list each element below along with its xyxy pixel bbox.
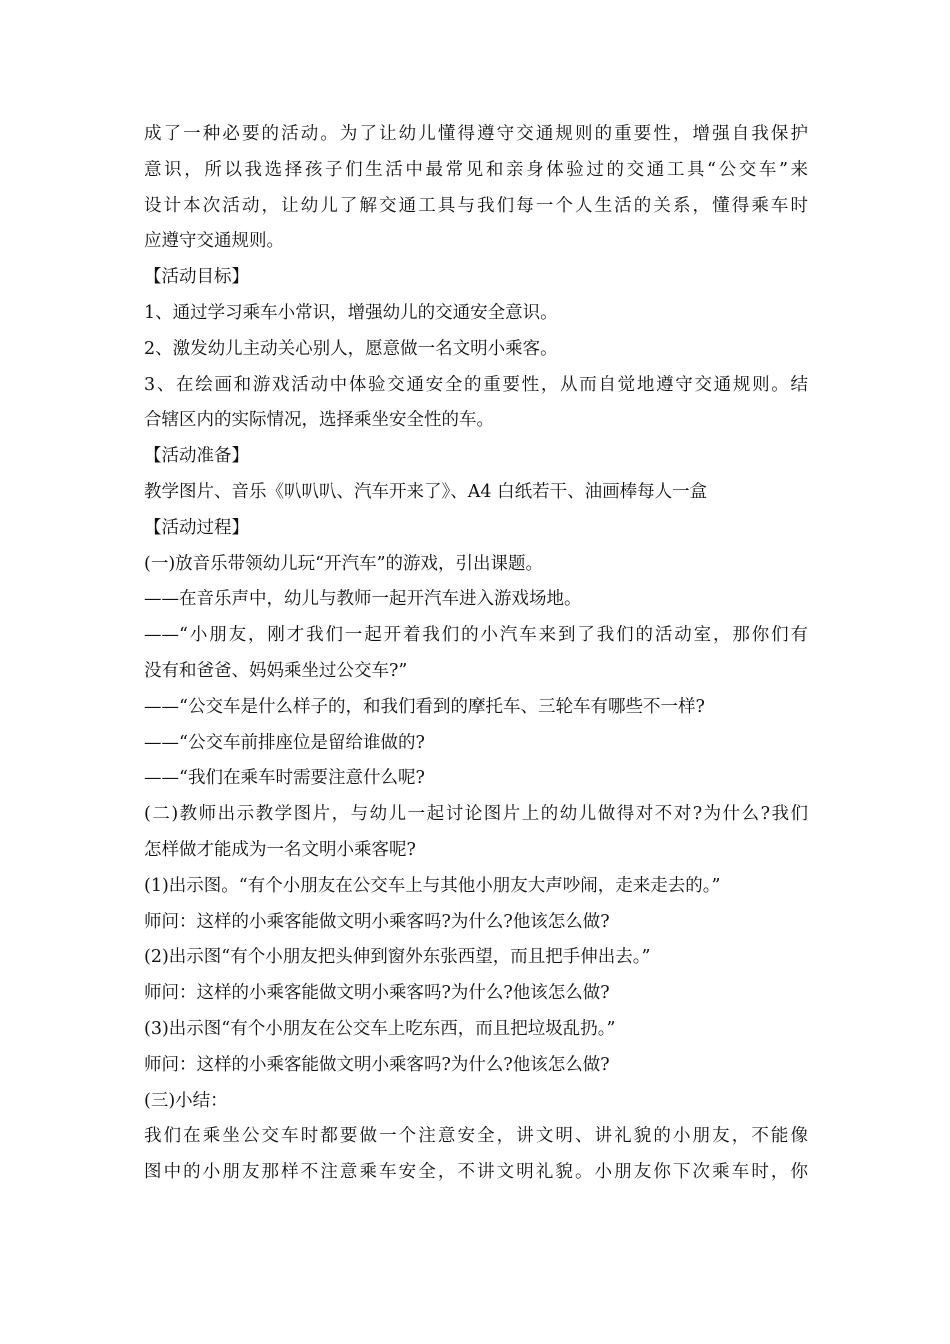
text-line: 图中的小朋友那样不注意乘车安全，不讲文明礼貌。小朋友你下次乘车时，你 <box>144 1162 808 1183</box>
text-line: 3、在绘画和游戏活动中体验交通安全的重要性，从而自觉地遵守交通规则。结 <box>144 374 808 395</box>
text-line: 师问：这样的小乘客能做文明小乘客吗?为什么?他该怎么做? <box>144 983 610 1004</box>
text-line: 1、通过学习乘车小常识，增强幼儿的交通安全意识。 <box>144 302 558 323</box>
document-page <box>144 117 808 1191</box>
text-line: ——“小朋友，刚才我们一起开着我们的小汽车来到了我们的活动室，那你们有 <box>144 625 808 646</box>
text-line: 应遵守交通规则。 <box>144 231 284 252</box>
text-line: 师问：这样的小乘客能做文明小乘客吗?为什么?他该怎么做? <box>144 1054 610 1075</box>
text-line: ——“公交车是什么样子的，和我们看到的摩托车、三轮车有哪些不一样? <box>144 696 705 717</box>
text-line: 教学图片、音乐《叭叭叭、汽车开来了》、A4 白纸若干、油画棒每人一盒 <box>144 481 708 502</box>
text-line: (一)放音乐带领幼儿玩“开汽车”的游戏，引出课题。 <box>144 553 544 574</box>
text-line: 合辖区内的实际情况，选择乘坐安全性的车。 <box>144 410 494 431</box>
text-line: (3)出示图“有个小朋友在公交车上吃东西，而且把垃圾乱扔。” <box>144 1018 616 1039</box>
text-line: 设计本次活动，让幼儿了解交通工具与我们每一个人生活的关系，懂得乘车时 <box>144 195 808 216</box>
text-line: ——“我们在乘车时需要注意什么呢? <box>144 768 425 789</box>
text-line: 师问：这样的小乘客能做文明小乘客吗?为什么?他该怎么做? <box>144 911 610 932</box>
text-line: 没有和爸爸、妈妈乘坐过公交车?” <box>144 660 408 681</box>
text-line: 2、激发幼儿主动关心别人，愿意做一名文明小乘客。 <box>144 338 558 359</box>
text-line: ——“公交车前排座位是留给谁做的? <box>144 732 425 753</box>
text-line: 我们在乘坐公交车时都要做一个注意安全，讲文明、讲礼貌的小朋友，不能像 <box>144 1126 808 1147</box>
text-line: ——在音乐声中，幼儿与教师一起开汽车进入游戏场地。 <box>144 589 582 610</box>
text-line: 【活动准备】 <box>144 446 249 467</box>
text-line: 怎样做才能成为一名文明小乘客呢? <box>144 839 416 860</box>
text-line: 成了一种必要的活动。为了让幼儿懂得遵守交通规则的重要性，增强自我保护 <box>144 124 808 144</box>
text-line: 【活动过程】 <box>144 517 249 538</box>
text-line: (2)出示图“有个小朋友把头伸到窗外东张西望，而且把手伸出去。” <box>144 947 651 968</box>
text-line: 意识，所以我选择孩子们生活中最常见和亲身体验过的交通工具“公交车”来 <box>144 159 808 180</box>
text-line: (三)小结： <box>144 1090 228 1111</box>
text-line: 【活动目标】 <box>144 267 249 288</box>
text-line: (二)教师出示教学图片，与幼儿一起讨论图片上的幼儿做得对不对?为什么?我们 <box>144 804 808 825</box>
text-line: (1)出示图。“有个小朋友在公交车上与其他小朋友大声吵闹，走来走去的。” <box>144 875 721 896</box>
